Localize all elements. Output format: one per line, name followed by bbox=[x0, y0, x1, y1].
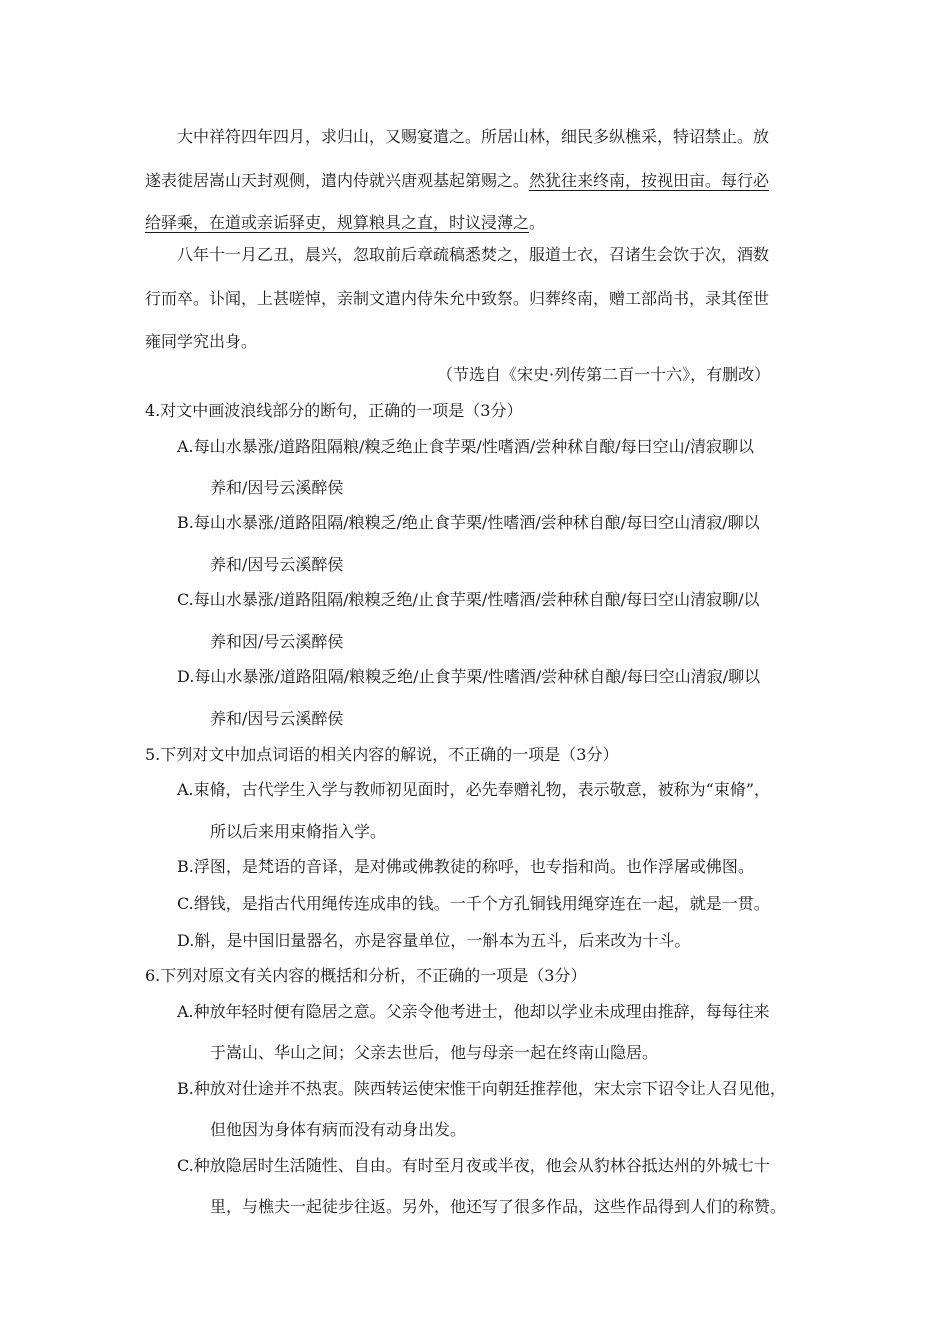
option-line: D.斛，是中国旧量器名，亦是容量单位，一斛本为五斗，后来改为十斗。 bbox=[177, 931, 691, 950]
option-line: 所以后来用束脩指入学。 bbox=[210, 822, 387, 841]
option-line: A.种放年轻时便有隐居之意。父亲令他考进士，他却以学业未成理由推辞，每每往来 bbox=[177, 1002, 770, 1021]
passage-line: 八年十一月乙丑，晨兴，忽取前后章疏稿悉焚之，服道士衣，召诸生会饮于次，酒数 bbox=[177, 245, 770, 264]
option-line: C.每山水暴涨/道路阻隔/粮糗乏绝/止食芋栗/性嗜酒/尝种秫自酿/每曰空山清寂聊/以 bbox=[177, 590, 760, 609]
option-line: 于嵩山、华山之间；父亲去世后，他与母亲一起在终南山隐居。 bbox=[210, 1043, 659, 1062]
option-line: C.缗钱，是指古代用绳传连成串的钱。一千个方孔铜钱用绳穿连在一起，就是一贯。 bbox=[177, 894, 770, 913]
question-stem: 6.下列对原文有关内容的概括和分析，不正确的一项是（3分） bbox=[145, 966, 587, 985]
option-line: 养和/因号云溪醉侯 bbox=[210, 709, 344, 728]
underlined-text: 给驿乘，在道或亲诟驿吏，规算粮具之直，时议浸薄之 bbox=[145, 213, 530, 232]
question-stem: 4.对文中画波浪线部分的断句，正确的一项是（3分） bbox=[145, 401, 523, 420]
passage-line: 大中祥符四年四月，求归山，又赐宴遣之。所居山林，细民多纵樵采，特诏禁止。放 bbox=[177, 127, 770, 146]
option-line: B.浮图，是梵语的音译，是对佛或佛教徒的称呼，也专指和尚。也作浮屠或佛图。 bbox=[177, 857, 754, 876]
source-citation: （节选自《宋史·列传第二百一十六》，有删改） bbox=[437, 365, 771, 384]
option-line: 里，与樵夫一起徒步往返。另外，他还写了很多作品，这些作品得到人们的称赞。 bbox=[210, 1197, 787, 1216]
option-line: 养和/因号云溪醉侯 bbox=[210, 555, 344, 574]
option-line: A.束脩，古代学生入学与教师初见面时，必先奉赠礼物，表示敬意，被称为“束脩”， bbox=[177, 780, 771, 799]
passage-line bbox=[145, 171, 769, 191]
option-line: B.种放对仕途并不热衷。陕西转运使宋惟干向朝廷推荐他，宋太宗下诏令让人召见他， bbox=[177, 1079, 786, 1098]
option-line: 但他因为身体有病而没有动身出发。 bbox=[210, 1120, 467, 1139]
option-line: D.每山水暴涨/道路阻隔/粮糗乏绝/止食芋栗/性嗜酒/尝种秫自酿/每曰空山清寂/聊以 bbox=[177, 667, 761, 686]
passage-text: 。 bbox=[529, 213, 546, 232]
option-line: A.每山水暴涨/道路阻隔粮/糗乏绝止食芋栗/性嗜酒/尝种秫自酿/每曰空山/清寂聊以 bbox=[177, 437, 754, 456]
passage-line: 行而卒。讣闻，上甚嗟悼，亲制文遣内侍朱允中致祭。归葬终南，赠工部尚书，录其侄世 bbox=[145, 289, 770, 308]
option-line: 养和/因号云溪醉侯 bbox=[210, 478, 344, 497]
option-line: B.每山水暴涨/道路阻隔/粮糗乏/绝止食芋栗/性嗜酒/尝种秫自酿/每曰空山清寂/聊以 bbox=[177, 513, 760, 532]
underlined-text: 然犹往来终南，按视田亩。每行必 bbox=[529, 171, 770, 190]
passage-line bbox=[145, 213, 545, 233]
passage-line: 雍同学究出身。 bbox=[145, 332, 258, 351]
passage-text: 遂表徙居嵩山天封观侧，遣内侍就兴唐观基起第赐之。 bbox=[145, 171, 530, 190]
question-stem: 5.下列对文中加点词语的相关内容的解说，不正确的一项是（3分） bbox=[145, 745, 619, 764]
option-line: C.种放隐居时生活随性、自由。有时至月夜或半夜，他会从豹林谷抵达州的外城七十 bbox=[177, 1156, 770, 1175]
option-line: 养和因/号云溪醉侯 bbox=[210, 632, 344, 651]
